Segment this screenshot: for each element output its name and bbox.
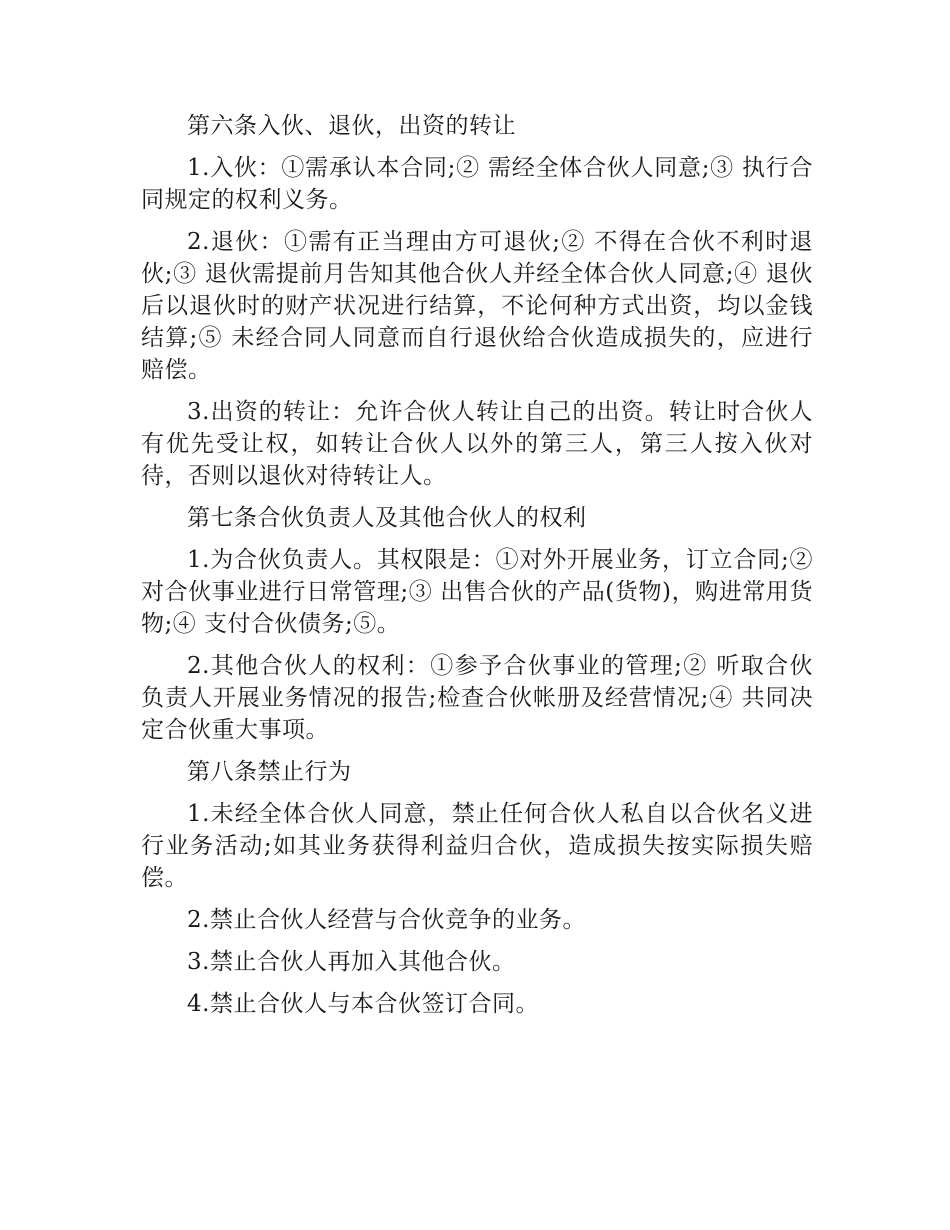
article-6-clause-2-withdrawal: 2.退伙：①需有正当理由方可退伙;② 不得在合伙不利时退伙;③ 退伙需提前月告知其他合伙人并经全体合伙人同意;④ 退伙后以退伙时的财产状况进行结算，不论何种方式出资，均以金钱结算;⑤ 未经合同人同意而自行退伙给合伙造成损失的，应进行赔偿。 [141,229,813,383]
article-6-clause-1-joining: 1.入伙：①需承认本合同;② 需经全体合伙人同意;③ 执行合同规定的权利义务。 [141,155,813,213]
article-6-clause-3-transfer: 3.出资的转让：允许合伙人转让自己的出资。转让时合伙人有优先受让权，如转让合伙人以外的第三人，第三人按入伙对待，否则以退伙对待转让人。 [141,399,813,489]
article-6-heading: 第六条入伙、退伙，出资的转让 [187,113,516,139]
article-7-heading: 第七条合伙负责人及其他合伙人的权利 [187,505,587,531]
article-8-heading: 第八条禁止行为 [187,759,352,785]
article-8-clause-4: 4.禁止合伙人与本合伙签订合同。 [187,991,539,1017]
article-8-clause-3: 3.禁止合伙人再加入其他合伙。 [187,949,516,975]
document-page [141,110,813,1030]
article-8-clause-2: 2.禁止合伙人经营与合伙竞争的业务。 [187,907,586,933]
article-7-clause-2-partner-rights: 2.其他合伙人的权利：①参予合伙事业的管理;② 听取合伙负责人开展业务情况的报告;检查合伙帐册及经营情况;④ 共同决定合伙重大事项。 [141,653,813,743]
article-7-clause-1-manager: 1.为合伙负责人。其权限是：①对外开展业务，订立合同;② 对合伙事业进行日常管理;③ 出售合伙的产品(货物)，购进常用货物;④ 支付合伙债务;⑤。 [141,547,813,637]
article-8-clause-1: 1.未经全体合伙人同意，禁止任何合伙人私自以合伙名义进行业务活动;如其业务获得利益归合伙，造成损失按实际损失赔偿。 [141,801,813,891]
